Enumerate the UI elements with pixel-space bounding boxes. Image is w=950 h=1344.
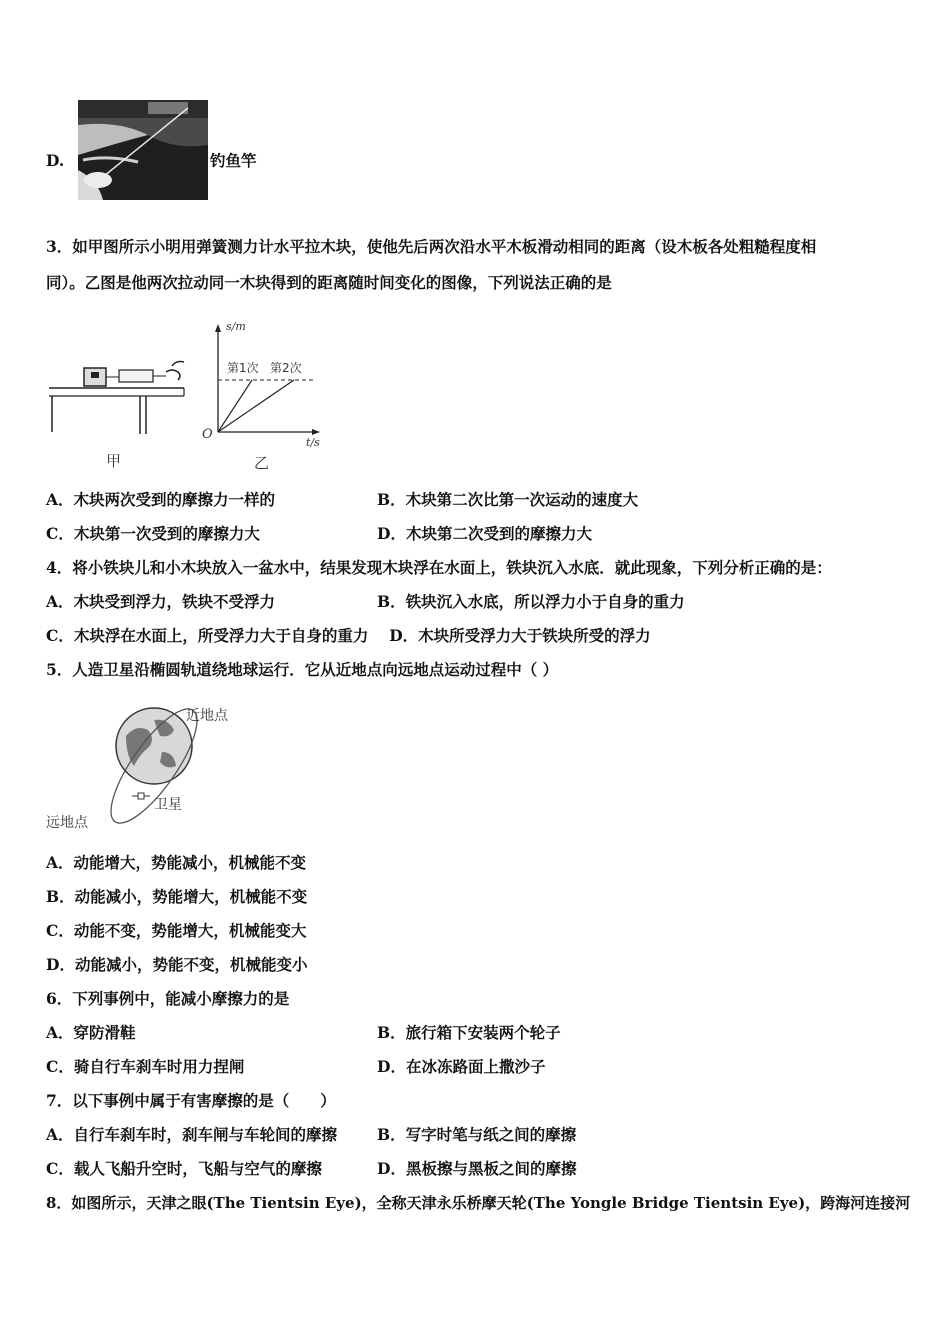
q7-option-a: A．自行车刹车时，刹车闸与车轮间的摩擦 <box>46 1125 338 1144</box>
q4-stem: 4．将小铁块儿和小木块放入一盆水中，结果发现木块浮在水面上，铁块沉入水底．就此现象，下列分析正确的是： <box>46 558 832 577</box>
q4-option-c-d: C．木块浮在水面上，所受浮力大于自身的重力 D．木块所受浮力大于铁块所受的浮力 <box>46 626 651 645</box>
fishing-rod-photo <box>78 100 208 200</box>
spring-scale-setup-drawing <box>49 362 184 435</box>
graph-x-label: t/s <box>306 436 320 449</box>
satellite-orbit-figure <box>44 696 264 836</box>
q3-stem-line1: 3．如甲图所示小明用弹簧测力计水平拉木块，使他先后两次沿水平木板滑动相同的距离（设木板各处粗糙程度相 <box>46 237 817 256</box>
q7-stem: 7．以下事例中属于有害摩擦的是（ ） <box>46 1091 336 1110</box>
q5-option-a: A．动能增大，势能减小，机械能不变 <box>46 853 307 872</box>
q2-option-d-letter: D. <box>46 151 65 170</box>
q5-option-c: C．动能不变，势能增大，机械能变大 <box>46 921 307 940</box>
q6-option-a: A．穿防滑鞋 <box>46 1023 136 1042</box>
perigee-label: 近地点 <box>186 708 228 724</box>
q3-option-d: D．木块第二次受到的摩擦力大 <box>377 524 592 543</box>
graph-second-label: 第2次 <box>270 361 302 375</box>
q6-option-c: C．骑自行车刹车时用力捏闸 <box>46 1057 245 1076</box>
q7-option-b: B．写字时笔与纸之间的摩擦 <box>377 1125 577 1144</box>
q6-option-d: D．在冰冻路面上撒沙子 <box>377 1057 546 1076</box>
q5-option-b: B．动能减小，势能增大，机械能不变 <box>46 887 308 906</box>
q3-figure <box>44 310 344 480</box>
q3-option-c: C．木块第一次受到的摩擦力大 <box>46 524 260 543</box>
q8-stem: 8．如图所示，天津之眼(The Tientsin Eye)，全称天津永乐桥摩天轮(The Yongle Bridge Tientsin Eye)，跨海河连接河 <box>46 1194 911 1212</box>
fig-caption-yi: 乙 <box>254 454 270 472</box>
q3-option-a: A．木块两次受到的摩擦力一样的 <box>46 490 276 509</box>
q7-option-d: D．黑板擦与黑板之间的摩擦 <box>377 1159 577 1178</box>
graph-y-label: s/m <box>226 320 246 333</box>
q5-stem: 5．人造卫星沿椭圆轨道绕地球运行．它从近地点向远地点运动过程中（ ） <box>46 660 559 679</box>
q3-stem-line2: 同）。乙图是他两次拉动同一木块得到的距离随时间变化的图像，下列说法正确的是 <box>46 273 612 292</box>
apogee-label: 远地点 <box>46 815 88 831</box>
q2-option-d-text: 钓鱼竿 <box>210 151 257 170</box>
graph-origin: O <box>202 427 213 442</box>
fig-caption-jia: 甲 <box>106 452 122 470</box>
q5-option-d: D．动能减小，势能不变，机械能变小 <box>46 955 308 974</box>
q4-option-b: B．铁块沉入水底，所以浮力小于自身的重力 <box>377 592 685 611</box>
q6-option-b: B．旅行箱下安装两个轮子 <box>377 1023 561 1042</box>
q3-option-b: B．木块第二次比第一次运动的速度大 <box>377 490 639 509</box>
q7-option-c: C．载人飞船升空时，飞船与空气的摩擦 <box>46 1159 322 1178</box>
q4-option-a: A．木块受到浮力，铁块不受浮力 <box>46 592 276 611</box>
graph-first-label: 第1次 <box>227 361 259 375</box>
satellite-icon <box>132 793 150 799</box>
satellite-label: 卫星 <box>154 797 182 813</box>
distance-time-graph <box>202 320 320 449</box>
q6-stem: 6．下列事例中，能减小摩擦力的是 <box>46 989 290 1008</box>
